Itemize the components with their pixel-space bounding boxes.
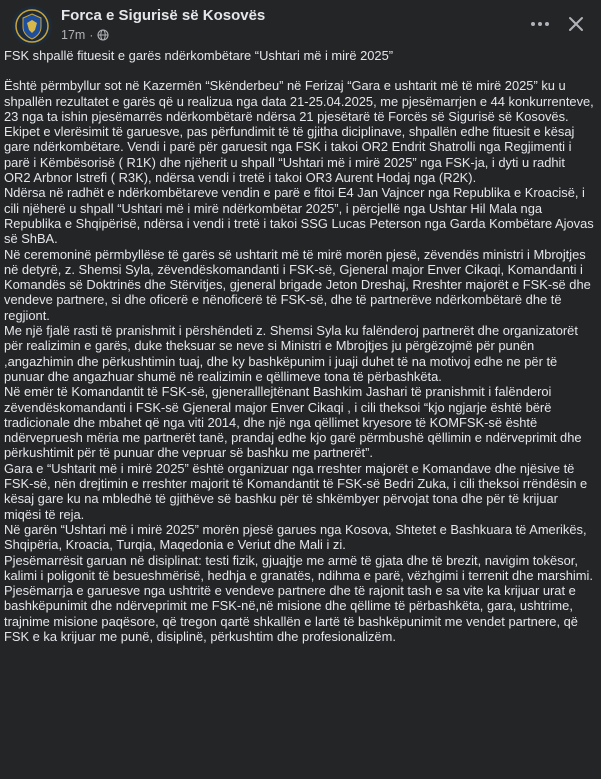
post-text [4, 48, 594, 644]
meta-separator: · [89, 28, 94, 42]
post-paragraph: Ekipet e vlerësimit të garuesve, pas përfundimit të të gjitha diciplinave, shpallën edhe fituesit e kësaj gare ndërkombëtare. Vendi i parë për garuesit nga FSK i takoi OR2 Endrit Shatrolli nga Regjimenti i parë i Këmbësorisë ( R1K) dhe njëherit u shpall “Ushtari më i mirë 2025” nga FSK-ja, i dyti u radhit OR2 Arbnor Istrefi ( R3K), ndërsa vendi i tretë i takoi OR3 Aurent Hodaj nga (R2K). [4, 124, 575, 186]
page-name[interactable]: Forca e Sigurisë së Kosovës [61, 7, 266, 24]
post-paragraph: Gara e “Ushtarit më i mirë 2025” është organizuar nga rreshter majorët e Komandave dhe njësive të FSK-së, nën drejtimin e rreshter majorit të Komandantit të FSK-së Bedri Zuka, i cili theksoi rrëndësin e kësaj gare ku na mbledhë të gjithëve së bashku për të shkëmbyer përvojat tona dhe për të krijuar miqësi të reja. [4, 460, 588, 522]
post-paragraph: Me një fjalë rasti të pranishmit i përshëndeti z. Shemsi Syla ku falënderoj partnerët dhe organizatorët për realizimin e garës, duke theksuar se neve si Ministri e Mbrojtjes ju përgëzojmë për punën ,angazhimin dhe përkushtimin tuaj, dhe ky bashkëpunim i juaji duhet të na motivoj edhe ne për të punuar dhe angazhuar shumë në realizimin e qëllimeve tona të përbashkëta. [4, 323, 578, 384]
close-button[interactable] [562, 10, 590, 38]
post-paragraph: Ndërsa në radhët e ndërkombëtareve vendin e parë e fitoi E4 Jan Vajncer nga Republika e Kroacisë, i cili njëherë u shpall “Ushtari më i mirë ndërkombëtar 2025”, i përcjellë nga Ushtar Hil Mala nga Republika e Shqipërisë, ndërsa i vendi i tretë i takoi SSG Lucas Peterson nga Garda Kombëtare Ajovas së ShBA. [4, 185, 594, 247]
post-paragraph: Në emër të Komandantit të FSK-së, gjeneralllejtënant Bashkim Jashari të pranishmit i falënderoi zëvendëskomandanti i FSK-së Gjeneral major Enver Cikaqi , i cili theksoi “kjo ngjarje është bërë tradicionale dhe mbahet që nga viti 2014, dhe një nga qëllimet kryesore të KOMFSK-së është ndërvepruesh mëria me partnerët tanë, prandaj edhe kjo garë përmbushë qëllimin e ndërveprimit dhe përkushtimit për të punuar dhe vepruar së bashku me partnerët”. [4, 384, 582, 461]
globe-icon [97, 29, 109, 41]
post-paragraph: Është përmbyllur sot në Kazermën “Skënderbeu” në Ferizaj “Gara e ushtarit më të mirë 2025” ku u shpallën rezultatet e garës që u realizua nga data 21-25.04.2025, me pjesëmarrjen e 44 konkurrenteve, 23 nga ta ishin pjesëmarrës ndërkombëtarë ndërsa 21 pjesëtarë të Forcës së Sigurisë së Kosovës. [4, 78, 594, 124]
more-dots-icon [530, 21, 550, 27]
post-title: FSK shpallë fituesit e garës ndërkombëtare “Ushtari më i mirë 2025” [4, 48, 394, 63]
post-paragraph: Në garën “Ushtari më i mirë 2025” morën pjesë garues nga Kosova, Shtetet e Bashkuara të Amerikës, Shqipëria, Kroacia, Turqia, Maqedonia e Veriut dhe Mali i zi. [4, 521, 587, 553]
close-icon [568, 16, 584, 32]
post-header [0, 0, 601, 44]
post-paragraph: Pjesëmarrja e garuesve nga ushtritë e vendeve partnere dhe të rajonit tash e sa vite ka krijuar urat e bashkëpunimit dhe ndërveprimit me FSK-në,në misione dhe qëllime të përbashkëta, gara, ushtrime, trajnime misione paqësore, që tregon qartë shkallën e lartë të bashkëpunimit me vendet partnere, që FSK e ka krijuar me punë, disiplinë, përkushtim dhe profesionalizëm. [4, 583, 578, 644]
more-options-button[interactable] [526, 10, 554, 38]
page-avatar[interactable] [12, 6, 52, 46]
post-time[interactable]: 17m [61, 28, 86, 42]
post-paragraph: Në ceremoninë përmbyllëse të garës së ushtarit më të mirë morën pjesë, zëvendës ministri i Mbrojtjes në detyrë, z. Shemsi Syla, zëvendëskomandanti i FSK-së, Gjeneral major Enver Cikaqi, Komandanti i Komandës së Doktrinës dhe Stërvitjes, gjeneral brigade Jeton Dreshaj, Rreshter majorët e FSK-së dhe vendeve partnere, si dhe oficerë e nënoficerë të FSK-së, dhe të partnerëve ndërkombëtarë dhe të regjiont. [4, 246, 591, 323]
fsk-emblem-icon [12, 6, 52, 46]
post-paragraph: Pjesëmarrësit garuan në disiplinat: testi fizik, gjuajtje me armë të gjata dhe të brezit, navigim tokësor, kalimi i poligonit të besueshmërisë, hedhja e granatës, ndihma e parë, vëzhgimi i terrenit dhe marshimi. [4, 552, 593, 583]
post-meta [61, 28, 109, 42]
